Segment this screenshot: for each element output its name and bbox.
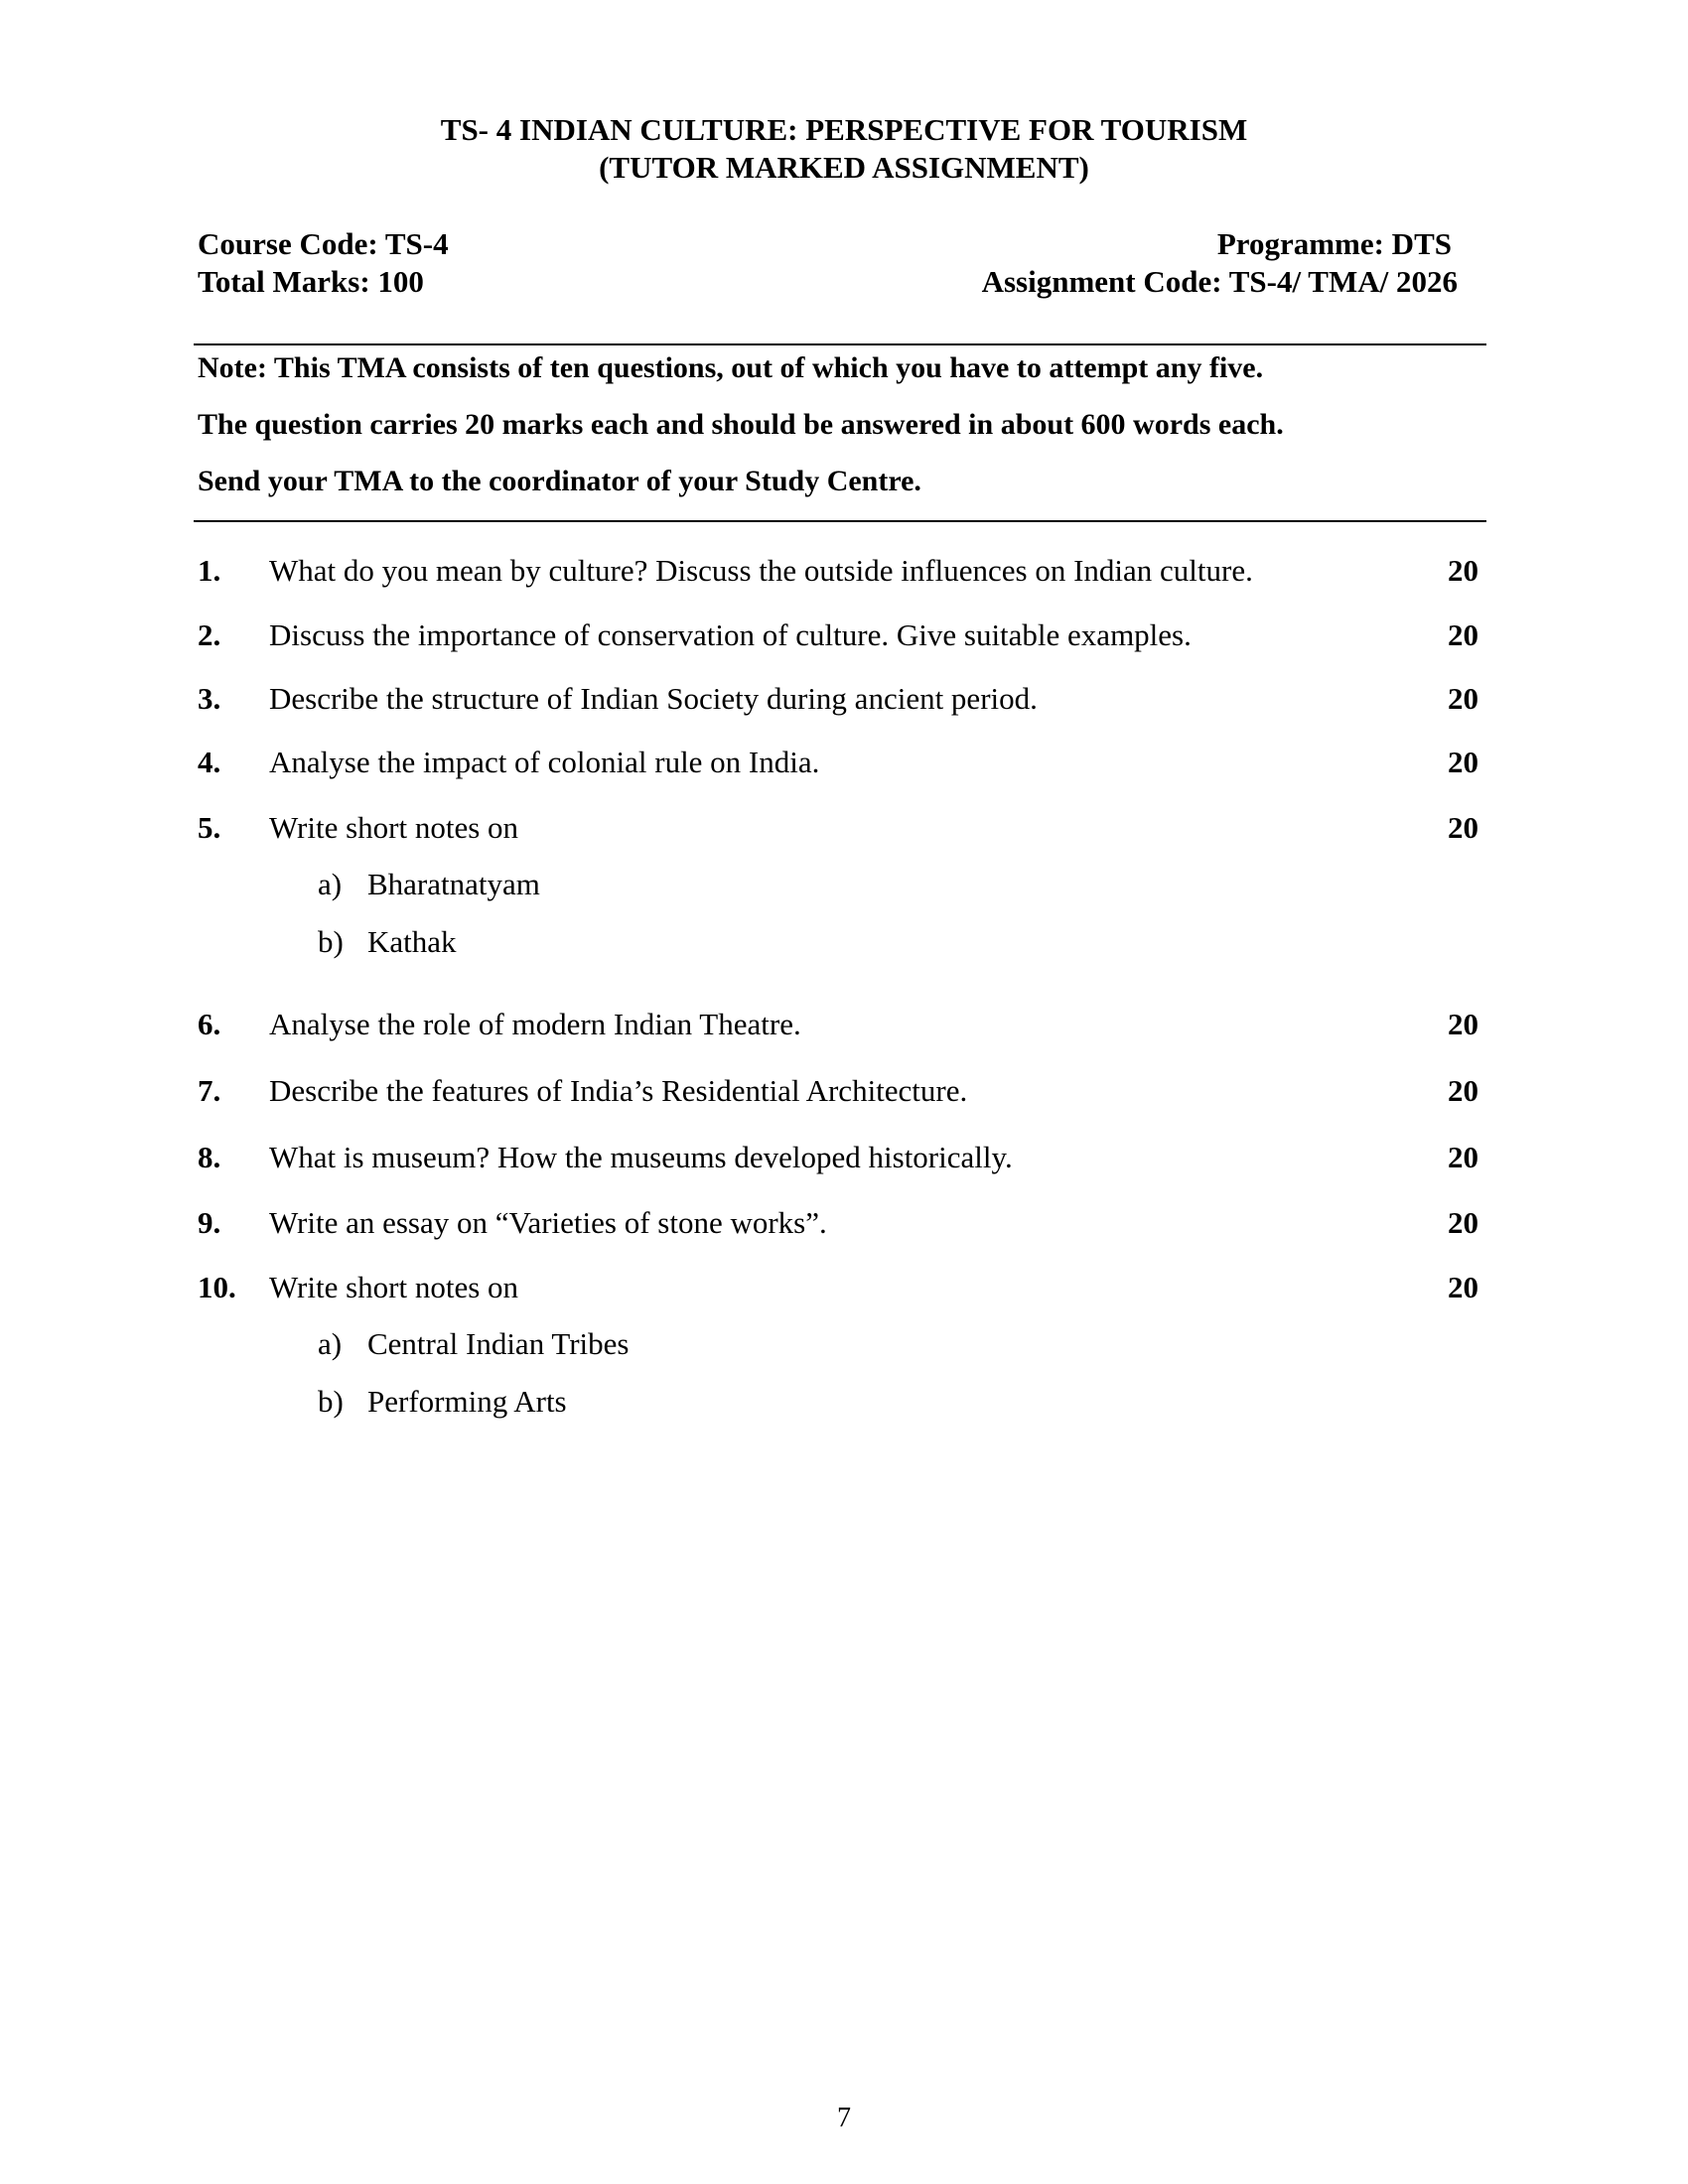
question-item — [198, 617, 1478, 657]
assignment-code: Assignment Code: TS-4/ TMA/ 2026 — [981, 264, 1458, 299]
question-marks: 20 — [1448, 745, 1478, 779]
question-item — [198, 681, 1478, 721]
question-marks: 20 — [1448, 1270, 1478, 1304]
question-text: Describe the features of India’s Residential Architecture. — [269, 1073, 968, 1108]
sub-question-label: b) — [318, 924, 344, 959]
sub-question-item — [318, 867, 540, 902]
question-number: 2. — [198, 617, 221, 652]
page-number: 7 — [837, 2103, 851, 2133]
question-marks: 20 — [1448, 617, 1478, 652]
question-marks: 20 — [1448, 1007, 1478, 1041]
question-number: 9. — [198, 1205, 221, 1240]
question-item — [198, 810, 1478, 850]
programme: Programme: DTS — [1216, 226, 1452, 261]
question-number: 4. — [198, 745, 221, 779]
question-number: 6. — [198, 1007, 221, 1041]
note-line-1: Note: This TMA consists of ten questions, out of which you have to attempt any five. — [198, 351, 1264, 384]
question-text: Analyse the impact of colonial rule on India. — [269, 745, 820, 779]
course-code: Course Code: TS-4 — [198, 226, 449, 261]
question-item — [198, 1073, 1478, 1113]
question-text: What do you mean by culture? Discuss the outside influences on Indian culture. — [269, 553, 1253, 588]
question-marks: 20 — [1448, 1205, 1478, 1240]
total-marks: Total Marks: 100 — [198, 264, 424, 299]
divider-top — [194, 343, 1486, 345]
sub-question-label: a) — [318, 1326, 343, 1361]
question-text: What is museum? How the museums developed historically. — [269, 1140, 1013, 1174]
question-item — [198, 1140, 1478, 1179]
question-text: Analyse the role of modern Indian Theatre. — [269, 1007, 801, 1041]
document-subtitle: (TUTOR MARKED ASSIGNMENT) — [599, 150, 1089, 185]
question-marks: 20 — [1448, 1073, 1478, 1108]
question-item — [198, 1205, 1478, 1245]
question-text: Write short notes on — [269, 1270, 519, 1304]
note-line-2: The question carries 20 marks each and should be answered in about 600 words each. — [198, 408, 1284, 441]
question-item — [198, 1270, 1478, 1309]
question-item — [198, 745, 1478, 784]
question-text: Describe the structure of Indian Society during ancient period. — [269, 681, 1038, 716]
sub-question-item — [318, 924, 457, 960]
sub-question-text: Central Indian Tribes — [367, 1326, 630, 1361]
sub-question-text: Kathak — [367, 924, 457, 959]
question-item — [198, 1007, 1478, 1046]
sub-question-item — [318, 1384, 567, 1420]
question-marks: 20 — [1448, 553, 1478, 588]
question-text: Write an essay on “Varieties of stone works”. — [269, 1205, 827, 1240]
sub-question-label: b) — [318, 1384, 344, 1419]
document-title: TS- 4 INDIAN CULTURE: PERSPECTIVE FOR TOURISM — [440, 112, 1248, 147]
question-marks: 20 — [1448, 1140, 1478, 1174]
question-marks: 20 — [1448, 810, 1478, 845]
note-line-3: Send your TMA to the coordinator of your Study Centre. — [198, 465, 921, 497]
question-number: 3. — [198, 681, 221, 716]
question-text: Write short notes on — [269, 810, 519, 845]
sub-question-item — [318, 1326, 630, 1362]
question-number: 7. — [198, 1073, 221, 1108]
question-number: 8. — [198, 1140, 221, 1174]
question-number: 10. — [198, 1270, 236, 1304]
question-marks: 20 — [1448, 681, 1478, 716]
question-number: 5. — [198, 810, 221, 845]
sub-question-text: Performing Arts — [367, 1384, 567, 1419]
sub-question-text: Bharatnatyam — [367, 867, 540, 901]
divider-bottom — [194, 520, 1486, 522]
question-item — [198, 553, 1478, 593]
sub-question-label: a) — [318, 867, 343, 901]
question-number: 1. — [198, 553, 221, 588]
question-text: Discuss the importance of conservation of culture. Give suitable examples. — [269, 617, 1192, 652]
